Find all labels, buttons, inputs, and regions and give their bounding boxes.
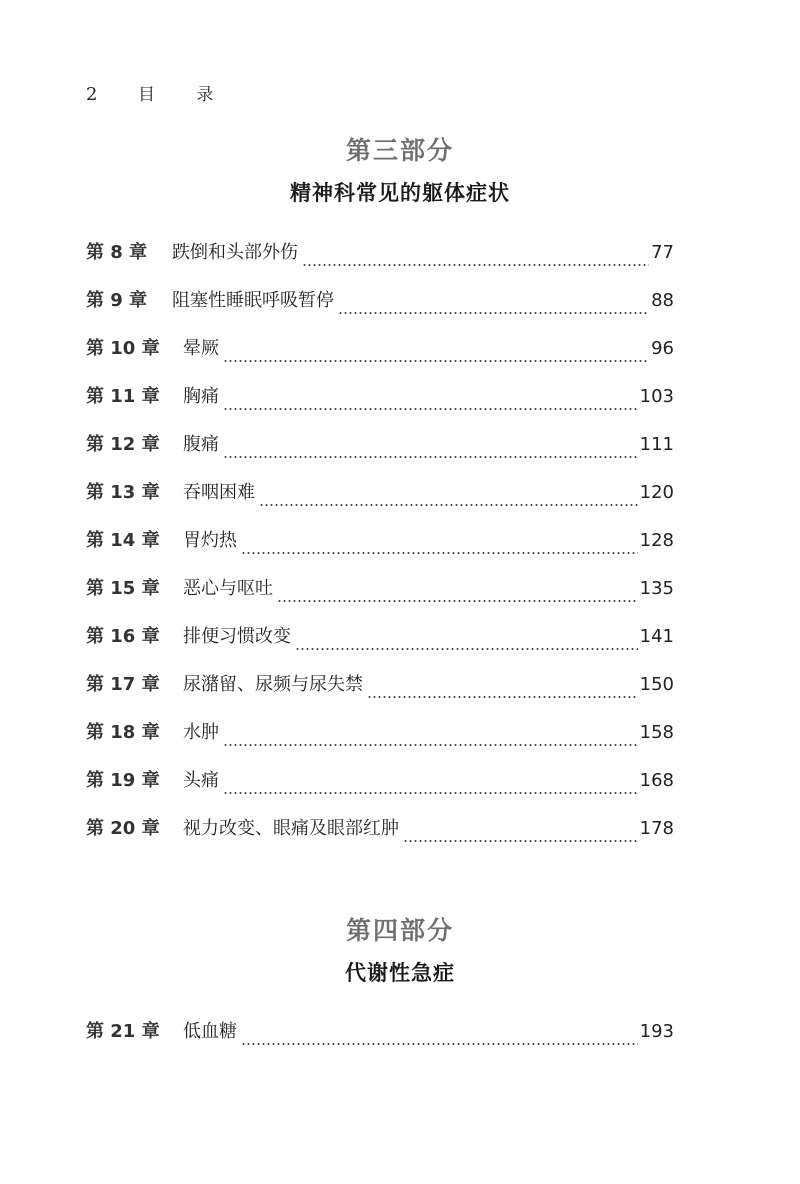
chapter-page: 120: [639, 482, 674, 503]
toc-entry[interactable]: [86, 526, 674, 574]
dot-leader: [259, 504, 638, 506]
dot-leader: [223, 360, 649, 362]
dot-leader: [367, 696, 638, 698]
chapter-number: 第 18 章: [86, 722, 160, 743]
dot-leader: [403, 840, 638, 842]
chapter-page: 96: [651, 338, 674, 359]
chapter-title: 尿潴留、尿频与尿失禁: [183, 674, 363, 695]
chapter-title: 排便习惯改变: [183, 626, 291, 647]
toc-entry[interactable]: [86, 286, 674, 334]
part-subtitle: 代谢性急症: [345, 960, 455, 985]
dot-leader: [223, 792, 638, 794]
section-title: 目 录: [138, 85, 232, 105]
chapter-number: 第 10 章: [86, 338, 160, 359]
toc-entry[interactable]: [86, 622, 674, 670]
toc-list: [86, 238, 674, 862]
dot-leader: [302, 264, 649, 266]
part-title: 第三部分: [345, 136, 454, 165]
chapter-title: 头痛: [183, 770, 219, 791]
chapter-title: 胸痛: [183, 386, 219, 407]
chapter-number: 第 19 章: [86, 770, 160, 791]
dot-leader: [241, 552, 638, 554]
toc-entry[interactable]: [86, 238, 674, 286]
toc-entry[interactable]: [86, 670, 674, 718]
dot-leader: [223, 744, 638, 746]
chapter-page: 193: [639, 1021, 674, 1042]
part-subtitle: 精神科常见的躯体症状: [290, 180, 510, 205]
toc-entry[interactable]: [86, 478, 674, 526]
dot-leader: [223, 408, 638, 410]
chapter-number: 第 15 章: [86, 578, 160, 599]
chapter-title: 跌倒和头部外伤: [172, 242, 298, 263]
chapter-title: 吞咽困难: [183, 482, 255, 503]
chapter-number: 第 17 章: [86, 674, 160, 695]
chapter-page: 88: [651, 290, 674, 311]
part-title: 第四部分: [345, 916, 454, 945]
chapter-title: 胃灼热: [183, 530, 237, 551]
toc-entry[interactable]: [86, 718, 674, 766]
chapter-page: 141: [639, 626, 674, 647]
chapter-number: 第 14 章: [86, 530, 160, 551]
chapter-number: 第 13 章: [86, 482, 160, 503]
chapter-title: 恶心与呕吐: [183, 578, 273, 599]
toc-entry[interactable]: [86, 430, 674, 478]
toc-entry[interactable]: [86, 574, 674, 622]
chapter-number: 第 9 章: [86, 290, 148, 311]
chapter-page: 178: [639, 818, 674, 839]
chapter-number: 第 11 章: [86, 386, 160, 407]
chapter-page: 135: [639, 578, 674, 599]
toc-entry[interactable]: [86, 334, 674, 382]
dot-leader: [277, 600, 638, 602]
chapter-number: 第 8 章: [86, 242, 148, 263]
chapter-title: 阻塞性睡眠呼吸暂停: [172, 290, 334, 311]
chapter-number: 第 21 章: [86, 1021, 160, 1042]
dot-leader: [338, 312, 649, 314]
toc-entry[interactable]: [86, 814, 674, 862]
chapter-number: 第 20 章: [86, 818, 160, 839]
chapter-page: 77: [651, 242, 674, 263]
chapter-page: 150: [639, 674, 674, 695]
chapter-title: 低血糖: [183, 1021, 237, 1042]
chapter-title: 视力改变、眼痛及眼部红肿: [183, 818, 399, 839]
chapter-page: 111: [639, 434, 674, 455]
chapter-number: 第 16 章: [86, 626, 160, 647]
page-number: 2: [86, 84, 98, 105]
dot-leader: [295, 648, 638, 650]
chapter-page: 128: [639, 530, 674, 551]
toc-entry[interactable]: [86, 766, 674, 814]
chapter-page: 158: [639, 722, 674, 743]
toc-entry[interactable]: [86, 382, 674, 430]
chapter-title: 腹痛: [183, 434, 219, 455]
chapter-page: 103: [639, 386, 674, 407]
toc-list: [86, 1017, 674, 1065]
dot-leader: [223, 456, 638, 458]
chapter-number: 第 12 章: [86, 434, 160, 455]
toc-entry[interactable]: [86, 1017, 674, 1065]
chapter-title: 水肿: [183, 722, 219, 743]
chapter-page: 168: [639, 770, 674, 791]
dot-leader: [241, 1043, 638, 1045]
running-head: [86, 80, 231, 105]
chapter-title: 晕厥: [183, 338, 219, 359]
